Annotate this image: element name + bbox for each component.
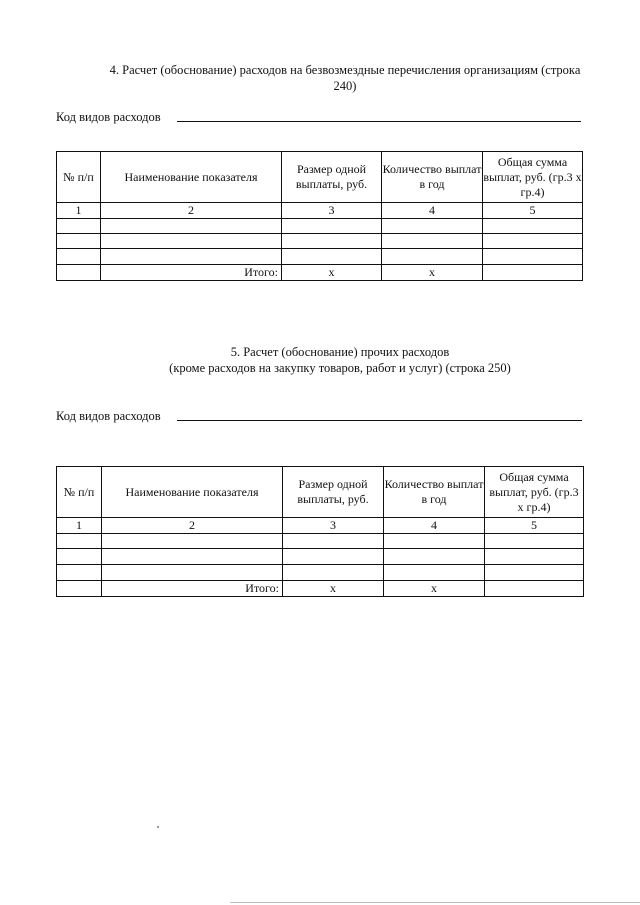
section5-kod-label: Код видов расходов: [56, 409, 161, 423]
cell[interactable]: [57, 249, 101, 265]
section4-table: [56, 151, 583, 281]
cell[interactable]: [282, 234, 382, 249]
cell[interactable]: [282, 249, 382, 265]
total-row: [57, 265, 583, 281]
section4-title-line2: 240): [333, 79, 357, 93]
total-col3: х: [283, 581, 384, 597]
header-name: Наименование показателя: [101, 152, 282, 203]
scan-speck: [157, 826, 159, 828]
section4-kod-field[interactable]: [177, 121, 581, 122]
cell[interactable]: [384, 549, 485, 565]
cell[interactable]: [283, 534, 384, 549]
header-payment-size: Размер одной выплаты, руб.: [283, 467, 384, 518]
table-row: [57, 549, 584, 565]
colnum-3: 3: [282, 203, 382, 219]
header-num: № п/п: [57, 152, 101, 203]
table-header-row: [57, 152, 583, 203]
header-payment-count: Количество выплат в год: [384, 467, 485, 518]
header-num: № п/п: [57, 467, 102, 518]
colnum-5: 5: [485, 518, 584, 534]
colnum-1: 1: [57, 518, 102, 534]
total-col4: х: [382, 265, 483, 281]
cell[interactable]: [485, 549, 584, 565]
column-numbers-row: [57, 518, 584, 534]
section4-title: [80, 62, 610, 94]
table-header-row: [57, 467, 584, 518]
header-payment-count: Количество выплат в год: [382, 152, 483, 203]
cell[interactable]: [101, 234, 282, 249]
cell: [57, 581, 102, 597]
colnum-5: 5: [483, 203, 583, 219]
cell[interactable]: [57, 219, 101, 234]
section4-title-line1: 4. Расчет (обоснование) расходов на безвозмездные перечисления организациям (строка: [109, 63, 581, 77]
column-numbers-row: [57, 203, 583, 219]
colnum-4: 4: [384, 518, 485, 534]
cell[interactable]: [101, 249, 282, 265]
total-label: Итого:: [101, 265, 282, 281]
cell[interactable]: [101, 219, 282, 234]
cell[interactable]: [382, 249, 483, 265]
header-payment-size: Размер одной выплаты, руб.: [282, 152, 382, 203]
total-label: Итого:: [102, 581, 283, 597]
colnum-2: 2: [102, 518, 283, 534]
colnum-4: 4: [382, 203, 483, 219]
cell[interactable]: [283, 565, 384, 581]
table-row: [57, 534, 584, 549]
cell[interactable]: [57, 565, 102, 581]
cell[interactable]: [57, 534, 102, 549]
section5-table: [56, 466, 584, 597]
cell[interactable]: [283, 549, 384, 565]
cell[interactable]: [485, 565, 584, 581]
cell[interactable]: [102, 549, 283, 565]
table-row: [57, 249, 583, 265]
cell[interactable]: [483, 219, 583, 234]
cell[interactable]: [282, 219, 382, 234]
cell[interactable]: [485, 534, 584, 549]
total-col4: х: [384, 581, 485, 597]
cell[interactable]: [384, 534, 485, 549]
cell[interactable]: [382, 234, 483, 249]
header-name: Наименование показателя: [102, 467, 283, 518]
colnum-1: 1: [57, 203, 101, 219]
cell[interactable]: [57, 234, 101, 249]
cell[interactable]: [102, 534, 283, 549]
section5-kod-field[interactable]: [177, 420, 582, 421]
total-col3: х: [282, 265, 382, 281]
colnum-3: 3: [283, 518, 384, 534]
colnum-2: 2: [101, 203, 282, 219]
total-sum-cell[interactable]: [483, 265, 583, 281]
table-row: [57, 565, 584, 581]
cell: [57, 265, 101, 281]
section4-kod-label: Код видов расходов: [56, 110, 161, 124]
table-row: [57, 234, 583, 249]
cell[interactable]: [483, 249, 583, 265]
section5-title-line2: (кроме расходов на закупку товаров, работ и услуг) (строка 250): [169, 361, 511, 375]
cell[interactable]: [102, 565, 283, 581]
total-row: [57, 581, 584, 597]
page-bottom-edge: [230, 902, 640, 903]
header-total-sum: Общая сумма выплат, руб. (гр.3 х гр.4): [483, 152, 583, 203]
cell[interactable]: [483, 234, 583, 249]
cell[interactable]: [57, 549, 102, 565]
total-sum-cell[interactable]: [485, 581, 584, 597]
table-row: [57, 219, 583, 234]
cell[interactable]: [384, 565, 485, 581]
section5-title-line1: 5. Расчет (обоснование) прочих расходов: [230, 345, 450, 359]
section5-title: [40, 344, 640, 376]
cell[interactable]: [382, 219, 483, 234]
header-total-sum: Общая сумма выплат, руб. (гр.3 х гр.4): [485, 467, 584, 518]
